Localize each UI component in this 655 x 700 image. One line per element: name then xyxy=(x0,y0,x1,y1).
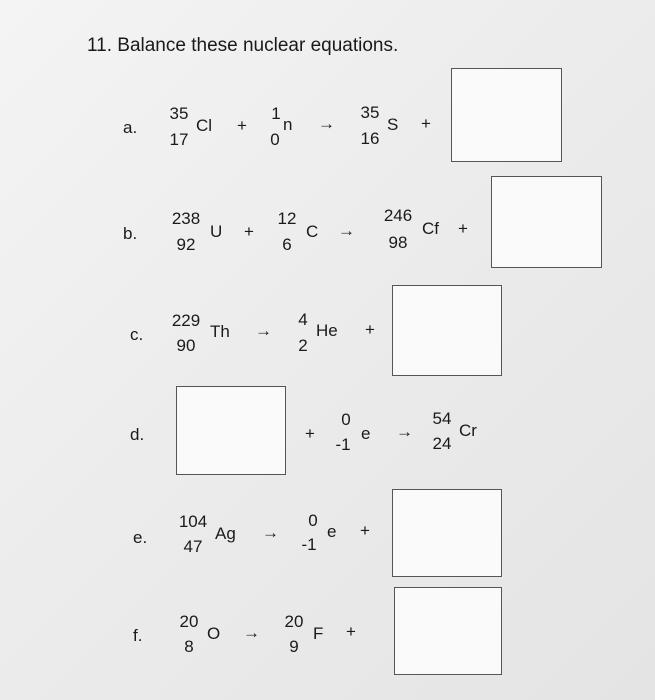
mass-number: 0 xyxy=(308,511,318,530)
label-a: a. xyxy=(123,118,138,137)
atomic-number: 6 xyxy=(282,235,292,254)
plus-sign: + xyxy=(346,622,356,641)
atomic-number: 92 xyxy=(176,235,196,254)
plus-sign: + xyxy=(360,521,370,540)
mass-number: 4 xyxy=(298,310,308,329)
element-symbol: Cf xyxy=(422,219,439,238)
mass-number: 20 xyxy=(179,612,199,631)
mass-number: 104 xyxy=(178,512,208,531)
atomic-number: 47 xyxy=(183,537,203,556)
arrow-icon: → xyxy=(243,623,260,642)
plus-sign: + xyxy=(237,116,247,135)
element-symbol: C xyxy=(306,222,319,241)
element-symbol: Cl xyxy=(196,116,213,135)
label-b: b. xyxy=(123,224,138,243)
atomic-number: 8 xyxy=(184,637,194,656)
atomic-number: 9 xyxy=(289,637,299,656)
element-symbol: e xyxy=(361,424,371,443)
answer-box-e[interactable] xyxy=(392,489,502,577)
mass-number: 20 xyxy=(284,612,304,631)
element-symbol: n xyxy=(283,115,293,134)
mass-number: 229 xyxy=(171,311,201,330)
answer-box-b[interactable] xyxy=(491,176,602,268)
mass-number: 54 xyxy=(432,409,452,428)
element-symbol: e xyxy=(327,522,337,541)
arrow-icon: → xyxy=(262,523,279,542)
question-title: 11. Balance these nuclear equations. xyxy=(87,35,399,56)
atomic-number: 2 xyxy=(298,336,308,355)
atomic-number: 98 xyxy=(388,233,408,252)
atomic-number: 0 xyxy=(270,130,280,149)
arrow-icon: → xyxy=(396,422,413,441)
mass-number: 12 xyxy=(277,209,297,228)
arrow-icon: → xyxy=(338,221,355,240)
answer-box-d[interactable] xyxy=(176,386,286,475)
atomic-number: -1 xyxy=(335,435,351,454)
plus-sign: + xyxy=(458,219,468,238)
element-symbol: Ag xyxy=(215,524,236,543)
atomic-number: -1 xyxy=(301,535,317,554)
element-symbol: F xyxy=(313,624,324,643)
plus-sign: + xyxy=(365,320,375,339)
element-symbol: Cr xyxy=(459,421,477,440)
atomic-number: 24 xyxy=(432,434,452,453)
mass-number: 238 xyxy=(171,209,201,228)
atomic-number: 17 xyxy=(169,130,189,149)
atomic-number: 16 xyxy=(360,129,380,148)
plus-sign: + xyxy=(305,424,315,443)
element-symbol: Th xyxy=(210,322,230,341)
mass-number: 0 xyxy=(341,410,351,429)
element-symbol: He xyxy=(316,321,338,340)
element-symbol: U xyxy=(210,222,223,241)
answer-box-c[interactable] xyxy=(392,285,502,376)
label-f: f. xyxy=(133,626,143,645)
label-e: e. xyxy=(133,528,148,547)
mass-number: 1 xyxy=(271,104,281,123)
label-d: d. xyxy=(130,425,145,444)
element-symbol: S xyxy=(387,115,399,134)
mass-number: 35 xyxy=(360,103,380,122)
mass-number: 35 xyxy=(169,104,189,123)
answer-box-f[interactable] xyxy=(394,587,502,675)
atomic-number: 90 xyxy=(176,336,196,355)
answer-box-a[interactable] xyxy=(451,68,562,162)
mass-number: 246 xyxy=(383,206,413,225)
plus-sign: + xyxy=(244,222,254,241)
label-c: c. xyxy=(130,325,144,344)
element-symbol: O xyxy=(207,624,221,643)
plus-sign: + xyxy=(421,114,431,133)
arrow-icon: → xyxy=(318,114,335,133)
arrow-icon: → xyxy=(255,321,272,340)
